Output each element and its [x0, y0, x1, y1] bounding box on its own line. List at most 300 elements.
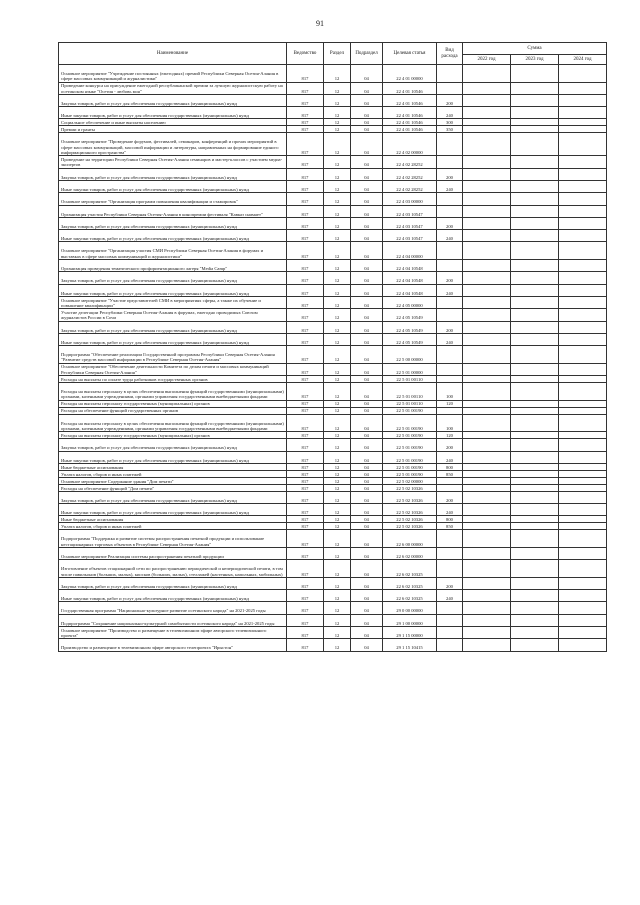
- row-name: Основное мероприятие "Организация участия СМИ Республики Северная Осетия-Алания в форумах и выставках в сфере массовых коммуникаций и журналистики": [59, 242, 287, 260]
- table-row: [59, 242, 607, 260]
- row-name: Иные закупки товаров, работ и услуг для обеспечения государственных (муниципальных) нужд: [59, 180, 287, 192]
- row-razdel: 12: [324, 272, 351, 284]
- row-vedomstvo: 817: [287, 451, 324, 463]
- row-sum-2022: [463, 296, 511, 308]
- header-summa: Сумма: [463, 43, 607, 55]
- row-sum-2022: [463, 523, 511, 530]
- row-vedomstvo: 817: [287, 639, 324, 651]
- row-sum-2024: [559, 439, 607, 451]
- row-vedomstvo: 817: [287, 432, 324, 439]
- row-sum-2023: [511, 133, 559, 156]
- row-sum-2024: [559, 333, 607, 345]
- header-year-2022: 2022 год: [463, 55, 511, 65]
- row-name: Подпрограмма "Сохранение национально-культурной самобытности осетинского народа" на 2021-2025 годы: [59, 614, 287, 626]
- row-sum-2024: [559, 94, 607, 106]
- row-sum-2023: [511, 346, 559, 364]
- row-sum-2022: [463, 133, 511, 156]
- row-sum-2023: [511, 321, 559, 333]
- table-row: [59, 432, 607, 439]
- row-celevaya-statya: 22 4 02 28252: [383, 156, 437, 168]
- row-razdel: 12: [324, 439, 351, 451]
- page-number: 91: [316, 19, 324, 28]
- row-vedomstvo: 817: [287, 602, 324, 614]
- row-vid-rashoda: 100: [437, 414, 463, 432]
- row-razdel: 12: [324, 321, 351, 333]
- row-sum-2023: [511, 407, 559, 414]
- row-sum-2024: [559, 133, 607, 156]
- row-vid-rashoda: 850: [437, 470, 463, 477]
- row-vedomstvo: 817: [287, 439, 324, 451]
- row-sum-2022: [463, 602, 511, 614]
- row-sum-2023: [511, 400, 559, 407]
- row-sum-2023: [511, 126, 559, 133]
- row-podrazdel: 04: [351, 376, 383, 383]
- table-row: [59, 296, 607, 308]
- table-row: [59, 346, 607, 364]
- row-sum-2024: [559, 272, 607, 284]
- row-sum-2022: [463, 107, 511, 119]
- row-vid-rashoda: [437, 193, 463, 205]
- row-podrazdel: 04: [351, 577, 383, 589]
- row-vid-rashoda: 200: [437, 491, 463, 503]
- row-sum-2023: [511, 547, 559, 559]
- row-sum-2023: [511, 272, 559, 284]
- row-podrazdel: 04: [351, 82, 383, 94]
- row-sum-2024: [559, 168, 607, 180]
- table-row: [59, 230, 607, 242]
- row-vedomstvo: 817: [287, 217, 324, 229]
- row-sum-2024: [559, 260, 607, 272]
- row-vid-rashoda: 200: [437, 439, 463, 451]
- row-sum-2022: [463, 414, 511, 432]
- row-vedomstvo: 817: [287, 577, 324, 589]
- row-vedomstvo: 817: [287, 484, 324, 491]
- row-razdel: 12: [324, 627, 351, 639]
- row-celevaya-statya: 22 4 01 10546: [383, 107, 437, 119]
- row-vedomstvo: 817: [287, 94, 324, 106]
- row-podrazdel: 04: [351, 333, 383, 345]
- table-row: [59, 614, 607, 626]
- row-podrazdel: 04: [351, 470, 383, 477]
- row-name: Расходы на выплаты персоналу государственных (муниципальных) органов: [59, 432, 287, 439]
- row-sum-2024: [559, 451, 607, 463]
- row-razdel: 12: [324, 614, 351, 626]
- table-row: [59, 400, 607, 407]
- row-sum-2024: [559, 547, 607, 559]
- row-vedomstvo: 817: [287, 119, 324, 126]
- row-sum-2022: [463, 94, 511, 106]
- row-sum-2023: [511, 491, 559, 503]
- row-sum-2024: [559, 217, 607, 229]
- row-sum-2023: [511, 119, 559, 126]
- table-row: [59, 547, 607, 559]
- row-podrazdel: 04: [351, 119, 383, 126]
- table-row: [59, 205, 607, 217]
- row-name: Уплата налогов, сборов и иных платежей: [59, 523, 287, 530]
- row-name: Иные закупки товаров, работ и услуг для обеспечения государственных (муниципальных) нужд: [59, 590, 287, 602]
- row-podrazdel: 04: [351, 590, 383, 602]
- row-celevaya-statya: 22 4 01 00000: [383, 65, 437, 83]
- row-sum-2022: [463, 547, 511, 559]
- row-razdel: 12: [324, 230, 351, 242]
- row-vedomstvo: 817: [287, 82, 324, 94]
- row-sum-2024: [559, 180, 607, 192]
- table-row: [59, 463, 607, 470]
- row-name: Основное мероприятие "Учреждение постоянных (ежегодных) премий Республики Северная Осетия-Алания в сфере массовых коммуникаций и журналистики": [59, 65, 287, 83]
- row-razdel: 12: [324, 484, 351, 491]
- row-sum-2024: [559, 614, 607, 626]
- row-podrazdel: 04: [351, 133, 383, 156]
- row-celevaya-statya: 22 5 01 00190: [383, 439, 437, 451]
- row-celevaya-statya: 22 4 01 10546: [383, 94, 437, 106]
- row-sum-2022: [463, 463, 511, 470]
- row-sum-2022: [463, 491, 511, 503]
- row-razdel: 12: [324, 639, 351, 651]
- row-sum-2024: [559, 119, 607, 126]
- row-sum-2022: [463, 205, 511, 217]
- row-name: Основное мероприятие "Проведение форумов, фестивалей, семинаров, конференций и прочих мероприятий в сфере массовых коммуникаций, массовой информации и литературы, направленных на формирование единого информационного пространства": [59, 133, 287, 156]
- row-vedomstvo: 817: [287, 65, 324, 83]
- table-row: [59, 627, 607, 639]
- table-row: [59, 333, 607, 345]
- table-row: [59, 523, 607, 530]
- row-name: Расходы на обеспечение функций "Дом печати": [59, 484, 287, 491]
- row-sum-2022: [463, 400, 511, 407]
- row-sum-2024: [559, 296, 607, 308]
- row-sum-2023: [511, 107, 559, 119]
- row-sum-2024: [559, 590, 607, 602]
- row-razdel: 12: [324, 193, 351, 205]
- row-vid-rashoda: 200: [437, 272, 463, 284]
- table-row: [59, 156, 607, 168]
- row-razdel: 12: [324, 363, 351, 375]
- row-name: Иные бюджетные ассигнования: [59, 463, 287, 470]
- table-row: [59, 477, 607, 484]
- row-vedomstvo: 817: [287, 560, 324, 578]
- row-name: Основное мероприятие "Участие представителей СМИ в мероприятиях сферы, а также их обучение и повышение квалификации": [59, 296, 287, 308]
- row-vedomstvo: 817: [287, 614, 324, 626]
- row-sum-2022: [463, 217, 511, 229]
- row-vedomstvo: 817: [287, 260, 324, 272]
- row-vid-rashoda: [437, 477, 463, 484]
- row-name: Уплата налогов, сборов и иных платежей: [59, 470, 287, 477]
- row-sum-2023: [511, 577, 559, 589]
- row-name: Иные закупки товаров, работ и услуг для обеспечения государственных (муниципальных) нужд: [59, 504, 287, 516]
- table-row: [59, 470, 607, 477]
- row-vedomstvo: 817: [287, 309, 324, 321]
- row-podrazdel: 04: [351, 321, 383, 333]
- row-sum-2023: [511, 470, 559, 477]
- row-vid-rashoda: [437, 484, 463, 491]
- row-razdel: 12: [324, 414, 351, 432]
- row-sum-2022: [463, 242, 511, 260]
- row-sum-2023: [511, 439, 559, 451]
- row-sum-2022: [463, 484, 511, 491]
- row-vedomstvo: 817: [287, 107, 324, 119]
- row-sum-2023: [511, 451, 559, 463]
- row-sum-2022: [463, 376, 511, 383]
- row-sum-2023: [511, 242, 559, 260]
- row-razdel: 12: [324, 407, 351, 414]
- row-celevaya-statya: 22 5 01 00110: [383, 400, 437, 407]
- row-name: Расходы на выплаты персоналу в целях обеспечения выполнения функций государственными (муниципальными) органами, казенными учреждениями, органами управления государственными внебюджетными фондами: [59, 383, 287, 401]
- row-sum-2022: [463, 65, 511, 83]
- table-row: [59, 590, 607, 602]
- row-sum-2023: [511, 530, 559, 548]
- row-sum-2022: [463, 321, 511, 333]
- row-celevaya-statya: 22 6 02 10325: [383, 560, 437, 578]
- row-name: Производство и размещение в телевизионном эфире авторского телепроекта "Ирыстон": [59, 639, 287, 651]
- row-sum-2023: [511, 432, 559, 439]
- row-vid-rashoda: [437, 407, 463, 414]
- row-celevaya-statya: 22 4 05 00000: [383, 296, 437, 308]
- row-name: Проведение на территории Республики Северная Осетия-Алания семинаров и мастер-классов с участием медиа-экспертов: [59, 156, 287, 168]
- row-vid-rashoda: 300: [437, 119, 463, 126]
- row-razdel: 12: [324, 383, 351, 401]
- row-vedomstvo: 817: [287, 477, 324, 484]
- row-podrazdel: 04: [351, 217, 383, 229]
- row-vedomstvo: 817: [287, 168, 324, 180]
- row-vedomstvo: 817: [287, 463, 324, 470]
- table-row: [59, 383, 607, 401]
- row-sum-2023: [511, 193, 559, 205]
- row-sum-2024: [559, 205, 607, 217]
- row-podrazdel: 04: [351, 432, 383, 439]
- row-name: Иные закупки товаров, работ и услуг для обеспечения государственных (муниципальных) нужд: [59, 107, 287, 119]
- row-podrazdel: 04: [351, 504, 383, 516]
- row-vid-rashoda: [437, 560, 463, 578]
- row-sum-2024: [559, 242, 607, 260]
- row-podrazdel: 04: [351, 560, 383, 578]
- row-vedomstvo: 817: [287, 193, 324, 205]
- row-sum-2024: [559, 627, 607, 639]
- row-vid-rashoda: 350: [437, 126, 463, 133]
- row-sum-2024: [559, 577, 607, 589]
- row-vid-rashoda: [437, 547, 463, 559]
- row-vedomstvo: 817: [287, 504, 324, 516]
- row-name: Основное мероприятие Содержание здания "Дом печати": [59, 477, 287, 484]
- row-sum-2024: [559, 484, 607, 491]
- table-row: [59, 577, 607, 589]
- row-vid-rashoda: 100: [437, 383, 463, 401]
- row-sum-2023: [511, 156, 559, 168]
- row-sum-2023: [511, 463, 559, 470]
- row-celevaya-statya: 22 5 01 00000: [383, 363, 437, 375]
- row-sum-2024: [559, 346, 607, 364]
- row-podrazdel: 04: [351, 107, 383, 119]
- row-celevaya-statya: 22 4 05 10549: [383, 321, 437, 333]
- row-sum-2023: [511, 168, 559, 180]
- row-razdel: 12: [324, 470, 351, 477]
- row-celevaya-statya: 22 4 04 10548: [383, 272, 437, 284]
- row-razdel: 12: [324, 590, 351, 602]
- table-row: [59, 272, 607, 284]
- row-razdel: 12: [324, 168, 351, 180]
- row-sum-2022: [463, 451, 511, 463]
- table-row: [59, 193, 607, 205]
- row-sum-2023: [511, 180, 559, 192]
- row-name: Расходы на выплаты персоналу в целях обеспечения выполнения функций государственными (муниципальными) органами, казенными учреждениями, органами управления государственными внебюджетными фондами: [59, 414, 287, 432]
- table-row: [59, 119, 607, 126]
- header-celevaya-statya: Целевая статья: [383, 43, 437, 65]
- row-vedomstvo: 817: [287, 180, 324, 192]
- table-row: [59, 168, 607, 180]
- row-sum-2024: [559, 321, 607, 333]
- table-row: [59, 451, 607, 463]
- row-vid-rashoda: [437, 260, 463, 272]
- row-vedomstvo: 817: [287, 627, 324, 639]
- row-name: Закупка товаров, работ и услуг для обеспечения государственных (муниципальных) нужд: [59, 321, 287, 333]
- row-vid-rashoda: 800: [437, 516, 463, 523]
- row-podrazdel: 04: [351, 451, 383, 463]
- row-sum-2023: [511, 217, 559, 229]
- row-celevaya-statya: 22 4 03 10547: [383, 205, 437, 217]
- header-year-2024: 2024 год: [559, 55, 607, 65]
- table-row: [59, 133, 607, 156]
- row-podrazdel: 04: [351, 126, 383, 133]
- table-row: [59, 639, 607, 651]
- row-razdel: 12: [324, 94, 351, 106]
- row-sum-2022: [463, 477, 511, 484]
- row-podrazdel: 04: [351, 205, 383, 217]
- row-sum-2023: [511, 376, 559, 383]
- row-vid-rashoda: [437, 156, 463, 168]
- row-razdel: 12: [324, 560, 351, 578]
- row-sum-2023: [511, 205, 559, 217]
- row-celevaya-statya: 22 5 02 10326: [383, 484, 437, 491]
- row-razdel: 12: [324, 333, 351, 345]
- row-vedomstvo: 817: [287, 321, 324, 333]
- row-vid-rashoda: 240: [437, 180, 463, 192]
- row-razdel: 12: [324, 463, 351, 470]
- row-razdel: 12: [324, 284, 351, 296]
- row-razdel: 12: [324, 65, 351, 83]
- row-name: Иные закупки товаров, работ и услуг для обеспечения государственных (муниципальных) нужд: [59, 451, 287, 463]
- row-name: Участие делегации Республики Северная Осетия-Алания в форумах, ежегодно проводимых Союзом журналистов России в Сочи: [59, 309, 287, 321]
- row-vid-rashoda: [437, 614, 463, 626]
- row-podrazdel: 04: [351, 439, 383, 451]
- row-sum-2022: [463, 260, 511, 272]
- row-name: Основное мероприятие "Обеспечение деятельности Комитета по делам печати и массовых коммуникаций Республики Северная Осетия-Алания": [59, 363, 287, 375]
- row-sum-2024: [559, 530, 607, 548]
- row-vid-rashoda: 240: [437, 590, 463, 602]
- row-sum-2024: [559, 376, 607, 383]
- row-razdel: 12: [324, 180, 351, 192]
- row-sum-2023: [511, 296, 559, 308]
- row-celevaya-statya: 29 0 00 00000: [383, 602, 437, 614]
- row-name: Закупка товаров, работ и услуг для обеспечения государственных (муниципальных) нужд: [59, 491, 287, 503]
- row-celevaya-statya: 22 5 01 00110: [383, 383, 437, 401]
- row-razdel: 12: [324, 516, 351, 523]
- row-vid-rashoda: [437, 205, 463, 217]
- row-podrazdel: 04: [351, 230, 383, 242]
- row-name: Закупка товаров, работ и услуг для обеспечения государственных (муниципальных) нужд: [59, 168, 287, 180]
- budget-table: [58, 42, 607, 652]
- row-sum-2024: [559, 65, 607, 83]
- row-sum-2023: [511, 614, 559, 626]
- row-vid-rashoda: [437, 296, 463, 308]
- row-podrazdel: 04: [351, 284, 383, 296]
- row-sum-2022: [463, 119, 511, 126]
- row-vedomstvo: 817: [287, 272, 324, 284]
- header-year-2023: 2023 год: [511, 55, 559, 65]
- row-razdel: 12: [324, 107, 351, 119]
- header-vedomstvo: Ведомство: [287, 43, 324, 65]
- row-sum-2023: [511, 516, 559, 523]
- row-celevaya-statya: 22 4 04 10548: [383, 284, 437, 296]
- row-podrazdel: 04: [351, 463, 383, 470]
- row-sum-2022: [463, 309, 511, 321]
- row-vedomstvo: 817: [287, 491, 324, 503]
- row-vid-rashoda: [437, 627, 463, 639]
- row-vedomstvo: 817: [287, 530, 324, 548]
- row-sum-2024: [559, 82, 607, 94]
- row-celevaya-statya: 22 6 02 10325: [383, 590, 437, 602]
- row-podrazdel: 04: [351, 414, 383, 432]
- row-podrazdel: 04: [351, 260, 383, 272]
- row-name: Иные закупки товаров, работ и услуг для обеспечения государственных (муниципальных) нужд: [59, 284, 287, 296]
- row-razdel: 12: [324, 577, 351, 589]
- row-sum-2024: [559, 414, 607, 432]
- table-row: [59, 376, 607, 383]
- table-row: [59, 439, 607, 451]
- row-vid-rashoda: [437, 65, 463, 83]
- row-name: Закупка товаров, работ и услуг для обеспечения государственных (муниципальных) нужд: [59, 217, 287, 229]
- row-sum-2023: [511, 94, 559, 106]
- row-name: Закупка товаров, работ и услуг для обеспечения государственных (муниципальных) нужд: [59, 439, 287, 451]
- row-sum-2023: [511, 284, 559, 296]
- row-razdel: 12: [324, 346, 351, 364]
- row-razdel: 12: [324, 217, 351, 229]
- row-vedomstvo: 817: [287, 284, 324, 296]
- row-sum-2024: [559, 193, 607, 205]
- row-razdel: 12: [324, 400, 351, 407]
- row-podrazdel: 04: [351, 614, 383, 626]
- row-vid-rashoda: 200: [437, 321, 463, 333]
- row-sum-2022: [463, 530, 511, 548]
- row-vedomstvo: 817: [287, 242, 324, 260]
- row-podrazdel: 04: [351, 530, 383, 548]
- row-vedomstvo: 817: [287, 400, 324, 407]
- row-vid-rashoda: 240: [437, 451, 463, 463]
- row-vid-rashoda: [437, 639, 463, 651]
- row-sum-2023: [511, 363, 559, 375]
- row-name: Организация проведения тематического профориентационного лагеря "Media Camp": [59, 260, 287, 272]
- row-vid-rashoda: [437, 82, 463, 94]
- row-celevaya-statya: 22 5 01 00190: [383, 414, 437, 432]
- row-celevaya-statya: 22 4 01 10546: [383, 126, 437, 133]
- row-vid-rashoda: [437, 602, 463, 614]
- row-sum-2022: [463, 230, 511, 242]
- row-podrazdel: 04: [351, 309, 383, 321]
- row-sum-2024: [559, 126, 607, 133]
- row-vedomstvo: 817: [287, 333, 324, 345]
- row-sum-2023: [511, 504, 559, 516]
- row-vedomstvo: 817: [287, 296, 324, 308]
- row-name: Подпрограмма "Поддержка и развитие системы распространения печатной продукции и использование нестационарных торговых объектов в Республике Северная Осетия-Алания": [59, 530, 287, 548]
- row-sum-2022: [463, 439, 511, 451]
- row-name: Проведение конкурса на присуждение ежегодной республиканской премии за лучшую журналистскую работу на осетинском языке "Осетия - любовь моя": [59, 82, 287, 94]
- row-celevaya-statya: 22 4 03 10547: [383, 230, 437, 242]
- row-sum-2023: [511, 333, 559, 345]
- row-sum-2023: [511, 602, 559, 614]
- table-row: [59, 530, 607, 548]
- row-podrazdel: 04: [351, 491, 383, 503]
- row-celevaya-statya: 22 5 02 00000: [383, 477, 437, 484]
- row-sum-2022: [463, 504, 511, 516]
- table-row: [59, 107, 607, 119]
- row-sum-2023: [511, 230, 559, 242]
